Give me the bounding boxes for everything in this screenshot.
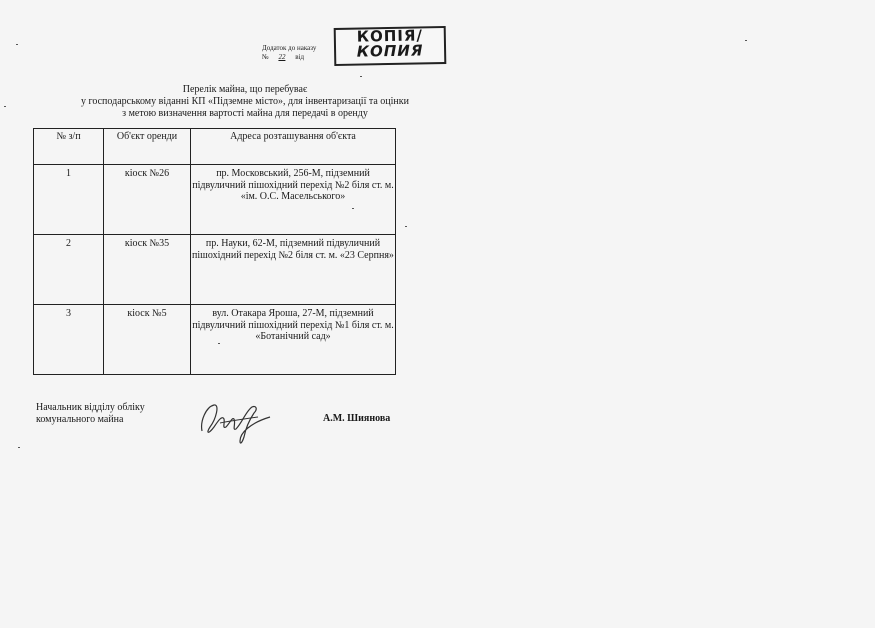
- scan-speck: [218, 343, 220, 344]
- scan-speck: [4, 106, 6, 107]
- row-object: кіоск №35: [104, 235, 191, 305]
- header-num: № з/п: [34, 129, 104, 165]
- signatory-name: А.М. Шиянова: [323, 413, 391, 424]
- row-object: кіоск №26: [104, 165, 191, 235]
- title-line1: Перелік майна, що перебуває: [182, 84, 308, 95]
- scan-speck: [745, 40, 747, 41]
- scan-speck: [352, 208, 354, 209]
- scan-speck: [18, 447, 20, 448]
- stamp-line2: КОПИЯ: [356, 41, 424, 61]
- row-num: 3: [34, 305, 104, 375]
- header-object: Об'єкт оренди: [104, 129, 191, 165]
- title-line3: з метою визначення вартості майна для передачі в оренду: [122, 108, 368, 119]
- row-num: 1: [34, 165, 104, 235]
- scan-speck: [16, 44, 18, 45]
- handwritten-signature: [196, 397, 276, 447]
- position-line2: комунального майна: [36, 414, 124, 425]
- copy-stamp: [334, 26, 447, 66]
- row-object: кіоск №5: [104, 305, 191, 375]
- row-address: пр. Московський, 256-М, підземний підвуличний пішохідний перехід №2 біля ст. м. «ім. О.С. Масельського»: [191, 165, 396, 235]
- row-num: 2: [34, 235, 104, 305]
- scan-speck: [360, 76, 362, 77]
- property-table: [33, 128, 396, 375]
- position-line1: Начальник відділу обліку: [36, 402, 145, 413]
- scan-speck: [405, 226, 407, 227]
- table-row: [34, 165, 396, 235]
- appendix-number-prefix: №: [262, 53, 269, 61]
- title-line2: у господарському віданні КП «Підземне місто», для інвентаризації та оцінки: [81, 96, 409, 107]
- table-row: [34, 235, 396, 305]
- table-header-row: [34, 129, 396, 165]
- appendix-number-value: 22: [278, 53, 286, 61]
- stamp-line1: КОПІЯ/: [356, 26, 424, 46]
- appendix-label: Додаток до наказу: [262, 44, 317, 52]
- row-address: пр. Науки, 62-М, підземний підвуличний пішохідний перехід №2 біля ст. м. «23 Серпня»: [191, 235, 396, 305]
- document-title: [40, 84, 450, 120]
- table-row: [34, 305, 396, 375]
- row-address: вул. Отакара Яроша, 27-М, підземний підвуличний пішохідний перехід №1 біля ст. м. «Ботанічний сад»: [191, 305, 396, 375]
- header-address: Адреса розташування об'єкта: [191, 129, 396, 165]
- appendix-date-prefix: від: [295, 53, 304, 61]
- signatory-position: [36, 402, 186, 426]
